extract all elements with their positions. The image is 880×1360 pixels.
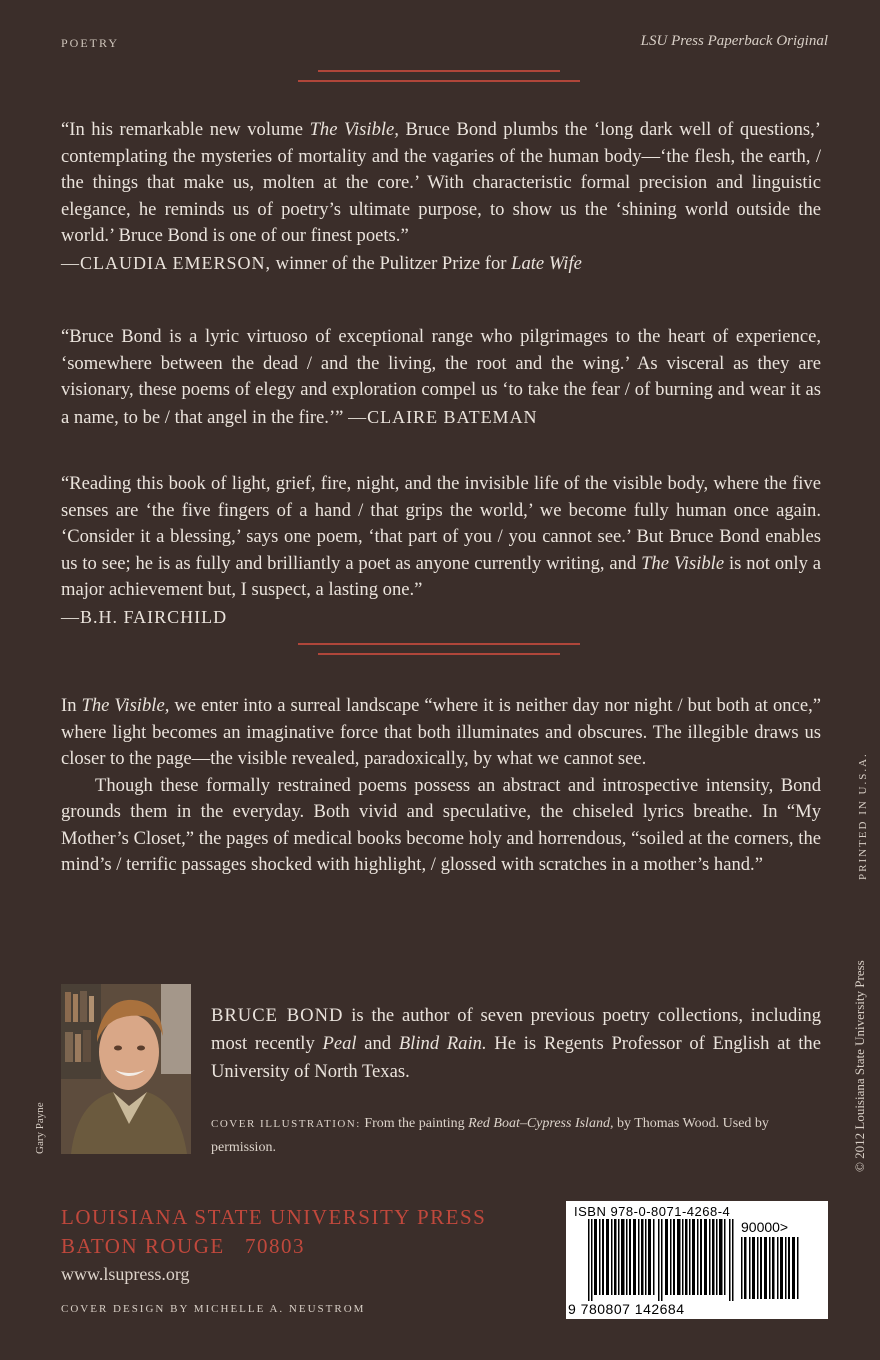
attribution-detail: winner of the Pulitzer Prize for [271,252,512,274]
cover-illustration-label: COVER ILLUSTRATION: [211,1118,361,1130]
book-description [61,693,821,879]
description-text: we enter into a surreal landscape “where it is neither day nor night / but both at once,” where light becomes an imaginative force that both illuminates and obscures. The illegible draws us closer to the page—the visible revealed, paradoxically, by what we cannot see. [61,695,821,769]
author-portrait-illustration [61,984,191,1154]
book-title: The Visible, [81,695,170,716]
photo-credit: Gary Payne [34,1102,46,1154]
divider-mid-2 [318,653,560,655]
blurb-text: is not only a major achievement but, I suspect, a lasting one.” [61,552,821,600]
bio-text: He is Regents Professor of English at the University of North Texas. [211,1033,821,1082]
publisher-location [61,1234,305,1259]
book-title: The Visible [641,552,725,574]
description-paragraph-2: Though these formally restrained poems possess an abstract and introspective intensity, Bond grounds them in the everyday. Both vivid and speculative, the chiseled lyrics breathe. In “My Mother’s Closet,” the pages of medical books become holy and horrendous, “soiled at the corners, the mind’s / terrific passages shocked with highlight, / glossed with scratches in a mother’s hand.” [61,774,821,875]
blurb-text: “In his remarkable new volume [61,119,310,140]
publisher-city: BATON ROUGE [61,1234,225,1258]
blurb-attribution: —B.H. FAIRCHILD [61,606,228,627]
ean-digits: 9 780807 142684 [568,1301,685,1317]
ean-barcode-bars [588,1219,734,1301]
isbn-number: ISBN 978-0-8071-4268-4 [574,1204,731,1219]
blurb-fairchild [61,471,821,631]
author-name: BRUCE BOND [211,1005,344,1026]
previous-book-title: Blind Rain. [398,1033,487,1054]
divider-mid-1 [298,643,580,645]
copyright-notice: © 2012 Louisiana State University Press [852,960,867,1172]
blurb-text: “Bruce Bond is a lyric virtuoso of exceptional range who pilgrimages to the heart of experience, ‘somewhere between the dead / and the living, the root and the wing.’ As visceral as they are visionary, these poems of elegy and exploration compel us ‘to take the fear / of burning and wear it as a name, to be / that angel in the fire.’” [61,326,821,428]
isbn-barcode [566,1201,828,1319]
price-code: 90000> [741,1219,789,1235]
credit-text: by Thomas Wood. Used by permission. [211,1116,769,1155]
blurb-attribution: —CLAIRE BATEMAN [348,406,538,427]
blurb-text: Bruce Bond plumbs the ‘long dark well of questions,’ contemplating the mysteries of mortality and the vagaries of the human body—‘the flesh, the earth, / the things that make us, molten at the core.’ With characteristic formal precision and linguistic elegance, he reminds us of poetry’s ultimate purpose, to show us the ‘shining world outside the world.’ Bruce Bond is one of our finest poets.” [61,119,821,246]
award-work-title: Late Wife [511,252,582,274]
blurb-emerson [61,117,821,277]
previous-book-title: Peal [322,1033,357,1054]
divider-top-2 [298,80,580,82]
author-photo [61,984,191,1154]
edition-label: LSU Press Paperback Original [640,33,828,49]
book-title: The Visible, [309,119,399,140]
supplement-barcode-bars [741,1237,801,1299]
credit-text: From the painting [360,1116,469,1131]
cover-illustration-credit [211,1112,821,1160]
bio-text: and [356,1033,399,1054]
cover-design-credit: COVER DESIGN BY MICHELLE A. NEUSTROM [61,1303,366,1315]
blurb-attribution: —CLAUDIA EMERSON, [61,252,272,273]
description-text: In [61,695,82,716]
bio-text: is the author of seven previous poetry collections, including most recently [211,1005,821,1054]
divider-top-1 [318,70,560,72]
author-bio [211,1002,821,1086]
printed-in-label: PRINTED IN U.S.A. [857,752,869,880]
blurb-text: “Reading this book of light, grief, fire, night, and the invisible life of the visible body, where the five senses are ‘the five fingers of a hand / that grips the world,’ we become fully human once again. ‘Consider it a blessing,’ says one poem, ‘that part of you / you cannot see.’ But Bruce Bond enables us to see; he is as fully and brilliantly a poet as anyone currently writing, and [61,473,821,574]
publisher-website[interactable]: www.lsupress.org [61,1264,190,1284]
publisher-zip: 70803 [244,1234,305,1258]
category-label: POETRY [61,36,120,50]
blurb-bateman [61,324,821,431]
publisher-name: LOUISIANA STATE UNIVERSITY PRESS [61,1205,487,1229]
painting-title: Red Boat–Cypress Island, [468,1116,614,1131]
